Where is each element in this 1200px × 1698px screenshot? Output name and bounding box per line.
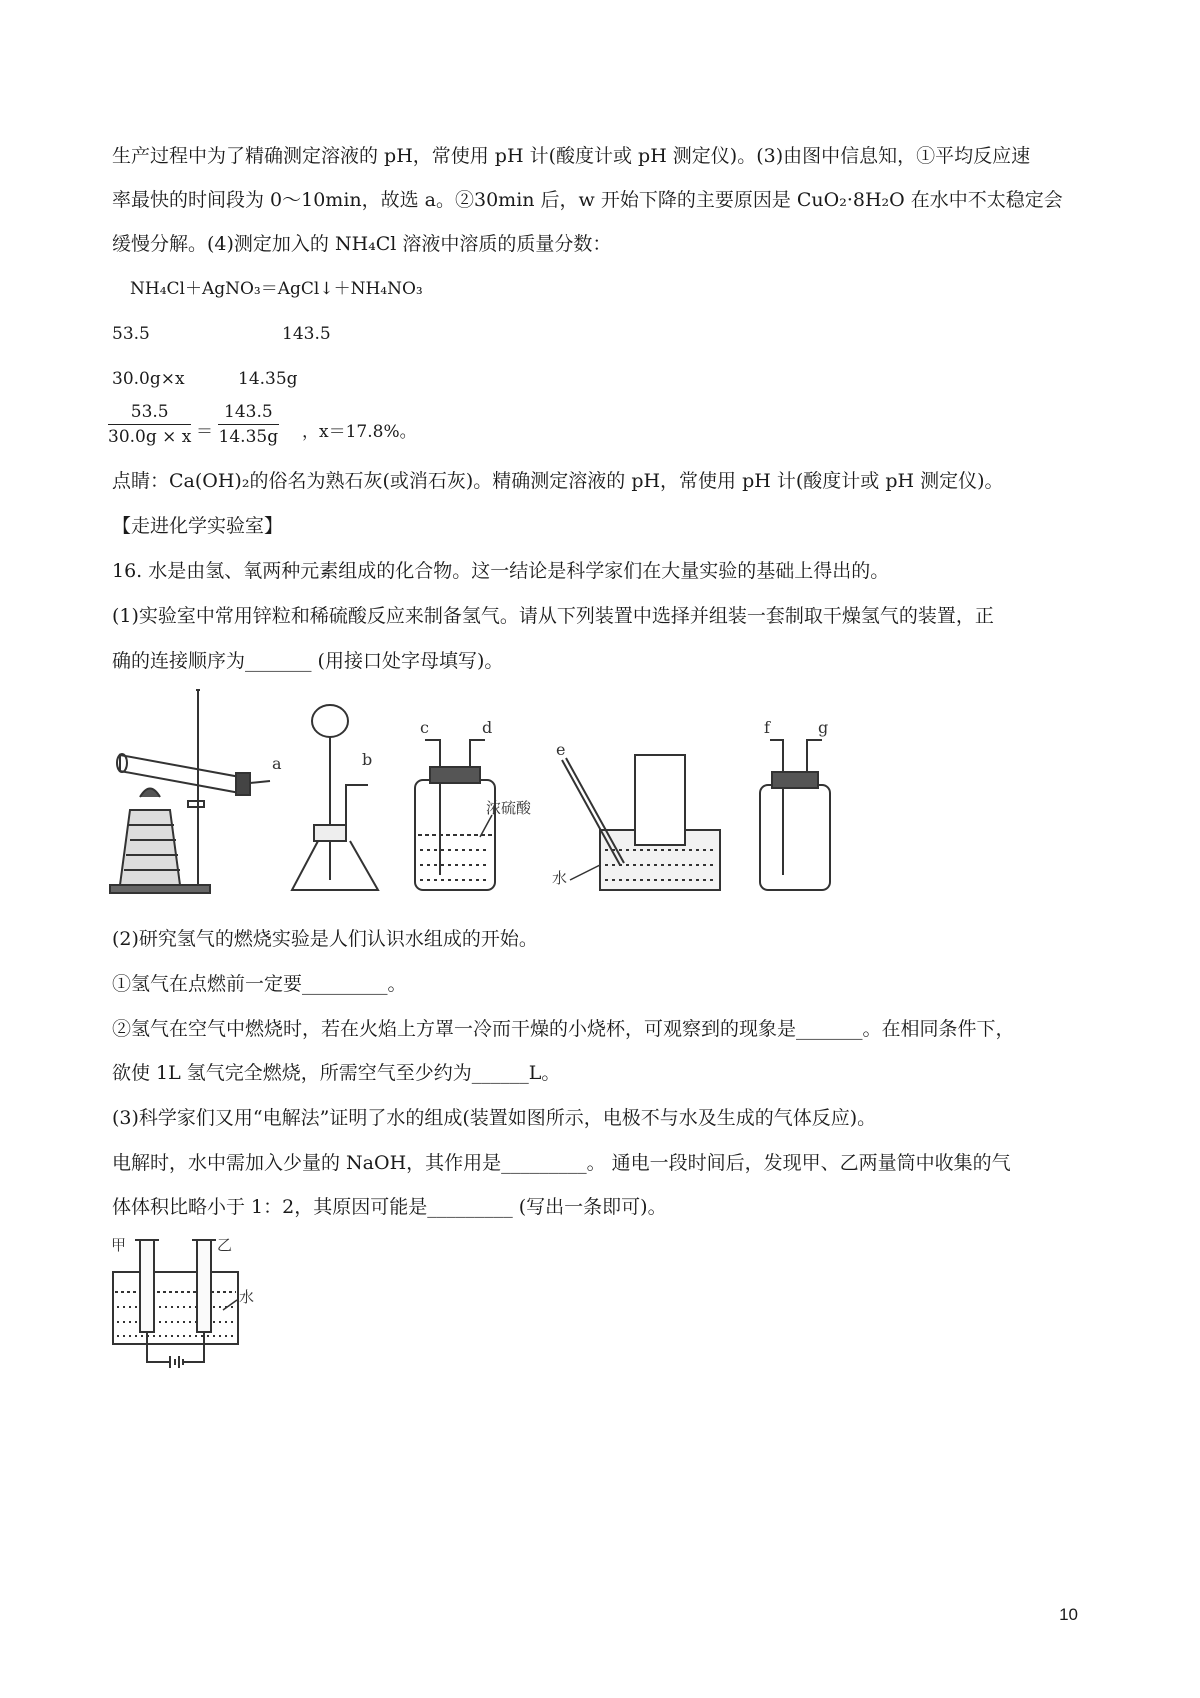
label-conc-sulfuric-acid: 浓硫酸 [486, 799, 532, 817]
label-cylinder-yi: 乙 [217, 1236, 233, 1254]
apparatus-e-collection-bottle [760, 740, 830, 890]
gas-apparatus-figure [100, 685, 840, 910]
label-g: g [818, 718, 829, 737]
q16-part2-item1: ①氢气在点燃前一定要_________。 [112, 973, 407, 995]
apparatus-d-water-collection [562, 755, 720, 890]
equation-result: ，x＝17.8%。 [302, 422, 417, 442]
label-electrolysis-water: 水 [239, 1288, 255, 1306]
fraction-right [218, 402, 279, 447]
molar-mass-right: 143.5 [282, 324, 331, 344]
apparatus-c-drying-bottle [415, 740, 495, 890]
equals-sign: ＝ [196, 422, 213, 442]
label-d: d [482, 718, 493, 737]
label-e: e [556, 740, 566, 759]
label-trough-water: 水 [552, 869, 568, 887]
actual-mass-right: 14.35g [238, 369, 298, 389]
apparatus-b-generator [292, 705, 378, 890]
fraction-right-numerator: 143.5 [218, 402, 279, 425]
label-f: f [764, 718, 770, 737]
fraction-left-numerator: 53.5 [108, 402, 191, 425]
page-number: 10 [1059, 1605, 1078, 1624]
actual-mass-left: 30.0g×x [112, 369, 185, 389]
comment-line: 点睛：Ca(OH)₂的俗名为熟石灰(或消石灰)。精确测定溶液的 pH，常使用 pH 计(酸度计或 pH 测定仪)。 [112, 470, 1004, 492]
fraction-left-denominator: 30.0g × x [108, 427, 192, 447]
apparatus-a-heating [110, 690, 270, 893]
q16-part3-line2: 电解时，水中需加入少量的 NaOH，其作用是_________。 通电一段时间后，发现甲、乙两量筒中收集的气 [112, 1152, 1011, 1174]
molar-mass-left: 53.5 [112, 324, 150, 344]
fraction-right-denominator: 14.35g [218, 427, 279, 447]
q16-part1-line1: (1)实验室中常用锌粒和稀硫酸反应来制备氢气。请从下列装置中选择并组装一套制取干燥氢气的装置，正 [112, 605, 994, 627]
label-a: a [272, 754, 282, 773]
q16-part3: (3)科学家们又用“电解法”证明了水的组成(装置如图所示，电极不与水及生成的气体反应)。 [112, 1107, 877, 1129]
section-heading: 【走进化学实验室】 [112, 515, 284, 537]
q16-part3-line3: 体体积比略小于 1：2，其原因可能是_________ (写出一条即可)。 [112, 1196, 667, 1218]
q16-part2-item2-line1: ②氢气在空气中燃烧时，若在火焰上方罩一冷而干燥的小烧杯，可观察到的现象是_______。在相同条件下， [112, 1018, 1015, 1040]
label-b: b [362, 750, 373, 769]
label-cylinder-jia: 甲 [111, 1236, 127, 1254]
q16-stem: 16. 水是由氢、氧两种元素组成的化合物。这一结论是科学家们在大量实验的基础上得出的。 [112, 560, 890, 582]
answer-line-3: 缓慢分解。(4)测定加入的 NH₄Cl 溶液中溶质的质量分数： [112, 233, 612, 255]
q16-part2-item2-line2: 欲使 1L 氢气完全燃烧，所需空气至少约为______L。 [112, 1062, 561, 1084]
q16-part1-line2: 确的连接顺序为_______ (用接口处字母填写)。 [112, 650, 504, 672]
answer-line-2: 率最快的时间段为 0～10min，故选 a。②30min 后，w 开始下降的主要原因是 CuO₂·8H₂O 在水中不太稳定会 [112, 189, 1063, 211]
fraction-left [108, 402, 191, 447]
chemical-equation: NH₄Cl＋AgNO₃＝AgCl↓＋NH₄NO₃ [130, 279, 423, 299]
electrolysis-figure [105, 1232, 280, 1372]
q16-part2: (2)研究氢气的燃烧实验是人们认识水组成的开始。 [112, 928, 538, 950]
label-c: c [420, 718, 429, 737]
answer-line-1: 生产过程中为了精确测定溶液的 pH，常使用 pH 计(酸度计或 pH 测定仪)。(3)由图中信息知，①平均反应速 [112, 145, 1031, 167]
